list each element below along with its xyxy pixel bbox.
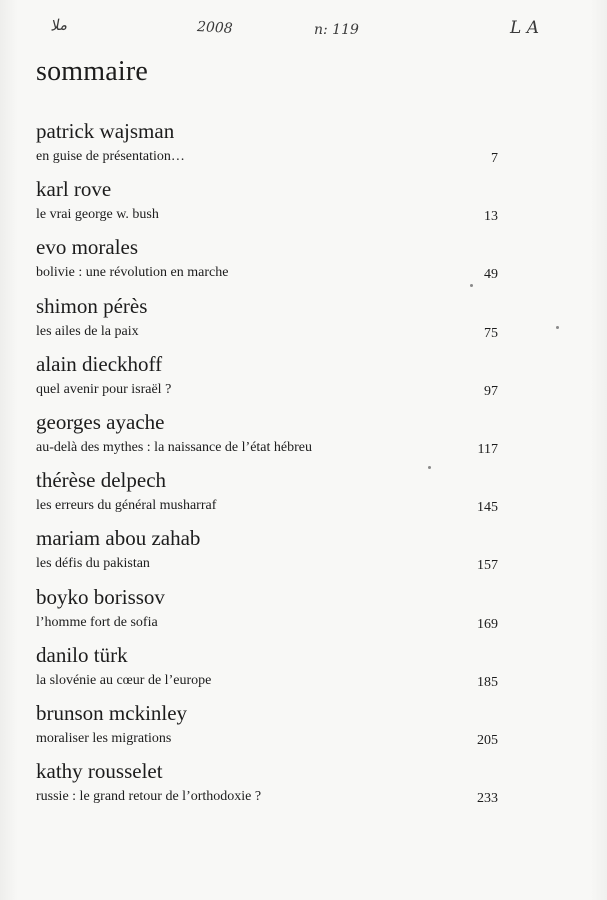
entry-subtitle: l’homme fort de sofia (36, 614, 158, 630)
entry-author: evo morales (36, 235, 139, 260)
page-title: sommaire (36, 56, 149, 87)
entry-subtitle: au-delà des mythes : la naissance de l’état hébreu (36, 439, 312, 455)
entry-author: thérèse delpech (36, 468, 167, 493)
entry-author: kathy rousselet (36, 759, 163, 784)
toc-entry (36, 642, 506, 700)
entry-subtitle: les défis du pakistan (36, 556, 150, 572)
handwritten-code: L A (510, 18, 539, 38)
entry-page-number: 13 (484, 209, 498, 225)
entry-subtitle: russie : le grand retour de l’orthodoxie ? (36, 789, 262, 805)
toc-entry (36, 234, 506, 292)
toc-entry (36, 584, 506, 642)
toc-entry (36, 758, 506, 816)
entry-author: brunson mckinley (36, 700, 188, 725)
entry-subtitle: bolivie : une révolution en marche (36, 265, 229, 281)
entry-page-number: 233 (477, 791, 498, 807)
entry-author: alain dieckhoff (36, 351, 163, 376)
toc-entry (36, 467, 506, 525)
entry-page-number: 117 (477, 441, 498, 457)
toc-entry (36, 409, 506, 467)
entry-page-number: 75 (484, 325, 498, 341)
scan-speck (428, 466, 431, 469)
entry-page-number: 49 (484, 267, 498, 283)
entry-page-number: 97 (484, 383, 498, 399)
entry-page-number: 185 (477, 674, 498, 690)
entry-page-number: 145 (477, 500, 498, 516)
entry-subtitle: les erreurs du général musharraf (36, 498, 217, 514)
entry-author: mariam abou zahab (36, 526, 201, 551)
entry-subtitle: la slovénie au cœur de l’europe (36, 672, 212, 688)
entry-subtitle: quel avenir pour israël ? (36, 381, 172, 397)
toc-entry (36, 351, 506, 409)
entry-author: patrick wajsman (36, 119, 175, 143)
entry-subtitle: en guise de présentation… (36, 149, 185, 164)
entry-author: boyko borissov (36, 584, 165, 609)
entry-subtitle: les ailes de la paix (36, 323, 139, 339)
handwritten-mark: ملا (49, 15, 68, 35)
entry-page-number: 7 (491, 151, 498, 166)
entry-author: georges ayache (36, 409, 165, 434)
entry-author: danilo türk (36, 642, 128, 667)
entry-subtitle: le vrai george w. bush (36, 207, 159, 223)
scan-speck (470, 284, 473, 287)
toc-entry (36, 176, 506, 234)
toc-entry (36, 293, 506, 351)
entry-subtitle: moraliser les migrations (36, 730, 172, 746)
handwritten-year: 2008 (196, 19, 234, 37)
entry-author: karl rove (36, 177, 112, 202)
scan-speck (556, 326, 559, 329)
handwritten-issue-number: n: 119 (314, 22, 359, 38)
entry-author: shimon pérès (36, 293, 148, 318)
toc-entry (36, 700, 506, 758)
table-of-contents (36, 118, 506, 816)
toc-entry (36, 118, 506, 176)
entry-page-number: 169 (477, 616, 498, 632)
entry-page-number: 205 (477, 732, 498, 748)
entry-page-number: 157 (477, 558, 498, 574)
toc-entry (36, 525, 506, 583)
